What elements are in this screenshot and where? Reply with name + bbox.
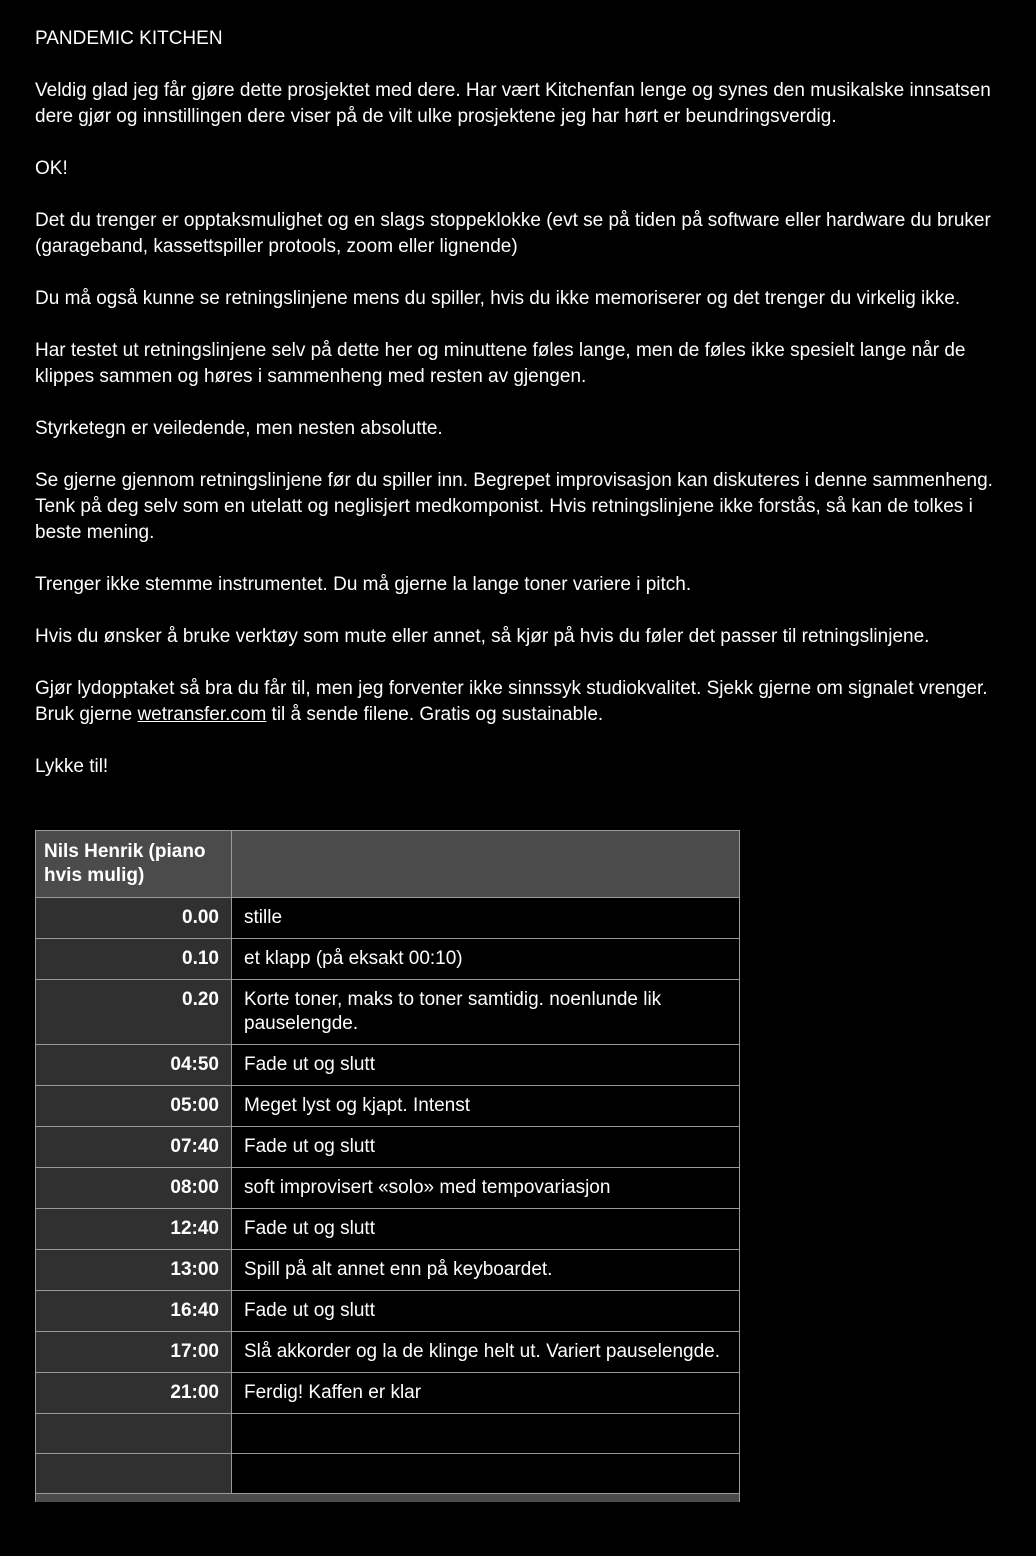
schedule-table [35, 830, 740, 1494]
table-header-empty [232, 831, 740, 898]
instruction-cell: Spill på alt annet enn på keyboardet. [232, 1250, 740, 1291]
time-cell: 04:50 [36, 1045, 232, 1086]
table-row [36, 1373, 740, 1414]
table-row [36, 980, 740, 1045]
paragraph-tested: Har testet ut retningslinjene selv på dette her og minuttene føles lange, men de føles ikke spesielt lange når de klippes sammen og høres i sammenheng med resten av gjengen. [35, 340, 966, 387]
instruction-cell: stille [232, 898, 740, 939]
link-paragraph-after: til å sende filene. Gratis og sustainable. [266, 704, 604, 725]
paragraph-ok: OK! [35, 158, 68, 179]
time-cell: 0.20 [36, 980, 232, 1045]
instruction-cell [232, 1414, 740, 1454]
table-row-empty [36, 1414, 740, 1454]
table-header-row [36, 831, 740, 898]
instruction-cell: Fade ut og slutt [232, 1045, 740, 1086]
time-cell: 0.00 [36, 898, 232, 939]
paragraph-dynamics: Styrketegn er veiledende, men nesten absolutte. [35, 418, 443, 439]
paragraph-equipment: Det du trenger er opptaksmulighet og en slags stoppeklokke (evt se på tiden på software eller hardware du bruker (garageband, kassettspiller protools, zoom eller lignende) [35, 210, 991, 257]
time-cell: 0.10 [36, 939, 232, 980]
table-row [36, 1209, 740, 1250]
table-row [36, 1168, 740, 1209]
time-cell [36, 1454, 232, 1494]
paragraph-intro: Veldig glad jeg får gjøre dette prosjektet med dere. Har vært Kitchenfan lenge og synes den musikalske innsatsen dere gjør og innstillingen dere viser på de vilt ulke prosjektene jeg har hørt er beundringsverdig. [35, 80, 991, 127]
table-row [36, 898, 740, 939]
instruction-cell: Fade ut og slutt [232, 1291, 740, 1332]
table-row [36, 1250, 740, 1291]
instruction-cell [232, 1454, 740, 1494]
table-row [36, 1045, 740, 1086]
paragraph-closing: Lykke til! [35, 756, 109, 777]
table-row [36, 939, 740, 980]
paragraph-tuning: Trenger ikke stemme instrumentet. Du må gjerne la lange toner variere i pitch. [35, 574, 692, 595]
time-cell [36, 1414, 232, 1454]
time-cell: 21:00 [36, 1373, 232, 1414]
instruction-cell: Slå akkorder og la de klinge helt ut. Variert pauselengde. [232, 1332, 740, 1373]
instruction-cell: Korte toner, maks to toner samtidig. noenlunde lik pauselengde. [232, 980, 740, 1045]
time-cell: 05:00 [36, 1086, 232, 1127]
table-row [36, 1291, 740, 1332]
paragraph-improvisation: Se gjerne gjennom retningslinjene før du spiller inn. Begrepet improvisasjon kan diskuteres i denne sammenheng. Tenk på deg selv som en utelatt og neglisjert medkomponist. Hvis retningslinjene ikke forstås, så kan de tolkes i beste mening. [35, 470, 993, 543]
time-cell: 08:00 [36, 1168, 232, 1209]
instruction-cell: et klapp (på eksakt 00:10) [232, 939, 740, 980]
next-table-header-partial [35, 1494, 740, 1502]
wetransfer-link[interactable]: wetransfer.com [137, 704, 267, 725]
time-cell: 16:40 [36, 1291, 232, 1332]
instruction-cell: soft improvisert «solo» med tempovariasjon [232, 1168, 740, 1209]
paragraph-tools: Hvis du ønsker å bruke verktøy som mute eller annet, så kjør på hvis du føler det passer til retningslinjene. [35, 626, 930, 647]
table-row-empty [36, 1454, 740, 1494]
page-title: PANDEMIC KITCHEN [35, 28, 223, 49]
instruction-cell: Fade ut og slutt [232, 1209, 740, 1250]
paragraph-recording-quality [35, 676, 1001, 728]
table-header-instrument: Nils Henrik (piano hvis mulig) [36, 831, 232, 898]
instruction-cell: Meget lyst og kjapt. Intenst [232, 1086, 740, 1127]
link-paragraph-before: Gjør lydopptaket så bra du får til, men jeg forventer ikke sinnssyk studiokvalitet. Sjekk gjerne om signalet vrenger. Bruk gjerne [35, 678, 988, 725]
time-cell: 17:00 [36, 1332, 232, 1373]
time-cell: 12:40 [36, 1209, 232, 1250]
table-row [36, 1332, 740, 1373]
time-cell: 07:40 [36, 1127, 232, 1168]
time-cell: 13:00 [36, 1250, 232, 1291]
table-row [36, 1127, 740, 1168]
instruction-cell: Ferdig! Kaffen er klar [232, 1373, 740, 1414]
instruction-cell: Fade ut og slutt [232, 1127, 740, 1168]
paragraph-guidelines-visible: Du må også kunne se retningslinjene mens du spiller, hvis du ikke memoriserer og det trenger du virkelig ikke. [35, 288, 961, 309]
table-row [36, 1086, 740, 1127]
